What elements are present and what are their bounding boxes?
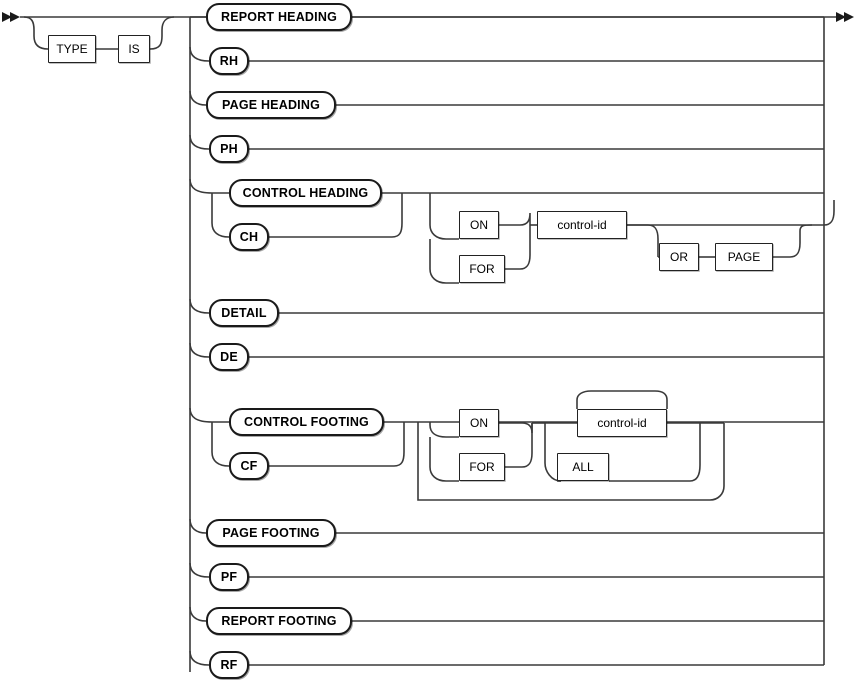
node-type[interactable]: TYPE (48, 35, 96, 63)
node-report-footing[interactable]: REPORT FOOTING (206, 607, 352, 635)
node-on-footing[interactable]: ON (459, 409, 499, 437)
node-page-heading[interactable]: PAGE HEADING (206, 91, 336, 119)
node-report-heading[interactable]: REPORT HEADING (206, 3, 352, 31)
node-de[interactable]: DE (209, 343, 249, 371)
node-ch[interactable]: CH (229, 223, 269, 251)
node-page-footing[interactable]: PAGE FOOTING (206, 519, 336, 547)
node-rh[interactable]: RH (209, 47, 249, 75)
node-all[interactable]: ALL (557, 453, 609, 481)
node-control-id-heading[interactable]: control-id (537, 211, 627, 239)
node-for-heading[interactable]: FOR (459, 255, 505, 283)
node-cf[interactable]: CF (229, 452, 269, 480)
node-control-footing[interactable]: CONTROL FOOTING (229, 408, 384, 436)
node-control-heading[interactable]: CONTROL HEADING (229, 179, 382, 207)
node-for-footing[interactable]: FOR (459, 453, 505, 481)
node-or[interactable]: OR (659, 243, 699, 271)
node-control-id-footing[interactable]: control-id (577, 409, 667, 437)
node-detail[interactable]: DETAIL (209, 299, 279, 327)
node-page[interactable]: PAGE (715, 243, 773, 271)
node-on-heading[interactable]: ON (459, 211, 499, 239)
node-is[interactable]: IS (118, 35, 150, 63)
node-rf[interactable]: RF (209, 651, 249, 679)
node-pf[interactable]: PF (209, 563, 249, 591)
node-ph[interactable]: PH (209, 135, 249, 163)
